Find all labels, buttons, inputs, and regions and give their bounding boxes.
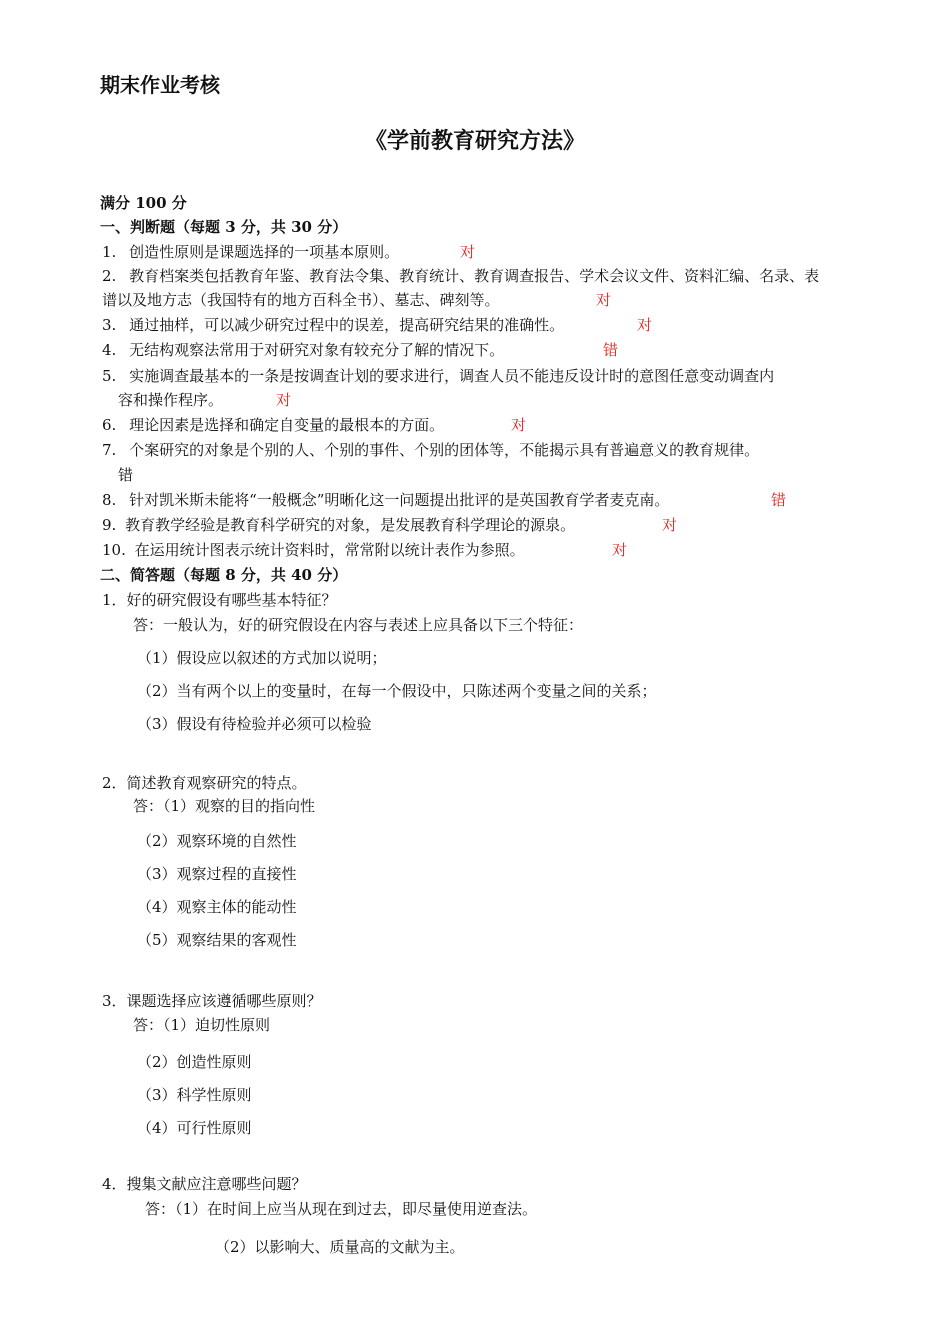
answer-point: （2）以影响大、质量高的文献为主。 [215,1238,465,1256]
item-answer: 对 [662,516,678,534]
item-number: 9. [102,516,117,534]
item-text: 个案研究的对象是个别的人、个别的事件、个别的团体等，不能揭示具有普遍意义的教育规律。 [129,441,760,459]
answer-1: 答：一般认为，好的研究假设在内容与表述上应具备以下三个特征： [133,616,584,634]
item-text-continued: 容和操作程序。 [118,391,224,409]
item-text: 针对凯米斯未能将“一般概念”明晰化这一问题提出批评的是英国教育学者麦克南。 [129,491,670,509]
list-item [102,366,774,386]
item-number: 2. [102,267,117,285]
item-number: 4. [102,341,117,359]
item-answer: 对 [637,316,653,334]
item-number: 6. [102,416,117,434]
item-text: 创造性原则是课题选择的一项基本原则。 [129,243,400,261]
item-text: 在运用统计图表示统计资料时，常常附以统计表作为参照。 [134,541,525,559]
item-answer: 错 [771,491,787,509]
answer-point: （1）假设应以叙述的方式加以说明； [137,649,387,667]
answer-point: （4）可行性原则 [137,1119,252,1137]
list-item [102,540,525,560]
item-answer: 错 [603,341,619,359]
answer-point: （4）观察主体的能动性 [137,898,297,916]
list-item [102,242,399,262]
item-text: 教育档案类包括教育年鉴、教育法令集、教育统计、教育调查报告、学术会议文件、资料汇编、名录、表 [129,267,820,285]
list-item [102,515,575,535]
item-number: 10. [102,541,126,559]
item-number: 3. [102,316,117,334]
list-item [102,266,819,286]
item-text: 通过抽样，可以减少研究过程中的误差，提高研究结果的准确性。 [129,316,565,334]
item-answer: 对 [612,541,628,559]
list-item [102,440,759,460]
answer-point: （2）当有两个以上的变量时，在每一个假设中，只陈述两个变量之间的关系； [137,682,657,700]
item-answer: 对 [511,416,527,434]
question-2: 2．简述教育观察研究的特点。 [102,774,307,792]
item-number: 5. [102,367,117,385]
doc-title: 《学前教育研究方法》 [365,128,586,154]
doc-heading: 期末作业考核 [100,73,220,97]
section2-title: 二、简答题（每题 8 分，共 40 分） [100,566,348,584]
list-item [102,340,504,360]
answer-point: （2）观察环境的自然性 [137,832,297,850]
answer-3: 答：（1）迫切性原则 [133,1016,271,1034]
question-4: 4．搜集文献应注意哪些问题？ [102,1175,307,1193]
list-item [102,415,444,435]
item-number: 8. [102,491,117,509]
answer-point: （5）观察结果的客观性 [137,931,297,949]
list-item [102,315,564,335]
score-line: 满分 100 分 [100,194,187,212]
item-answer: 错 [118,466,134,484]
item-number: 1. [102,243,117,261]
list-item [102,490,669,510]
item-answer: 对 [596,291,612,309]
item-text-continued: 谱以及地方志（我国特有的地方百科全书）、墓志、碑刻等。 [102,291,500,309]
answer-point: （3）假设有待检验并必须可以检验 [137,715,372,733]
answer-4: 答：（1）在时间上应当从现在到过去，即尽量使用逆查法。 [145,1200,538,1218]
question-1: 1．好的研究假设有哪些基本特征？ [102,591,337,609]
item-text: 教育教学经验是教育科学研究的对象，是发展教育科学理论的源泉。 [125,516,576,534]
item-text: 理论因素是选择和确定自变量的最根本的方面。 [129,416,445,434]
answer-point: （2）创造性原则 [137,1053,252,1071]
item-answer: 对 [460,243,476,261]
item-number: 7. [102,441,117,459]
item-text: 无结构观察法常用于对研究对象有较充分了解的情况下。 [129,341,505,359]
answer-2: 答：（1）观察的目的指向性 [133,797,316,815]
item-answer: 对 [276,391,292,409]
item-text: 实施调查最基本的一条是按调查计划的要求进行，调查人员不能违反设计时的意图任意变动调查内 [129,367,775,385]
answer-point: （3）科学性原则 [137,1086,252,1104]
question-3: 3．课题选择应该遵循哪些原则？ [102,992,322,1010]
answer-point: （3）观察过程的直接性 [137,865,297,883]
section1-title: 一、判断题（每题 3 分，共 30 分） [100,218,348,236]
